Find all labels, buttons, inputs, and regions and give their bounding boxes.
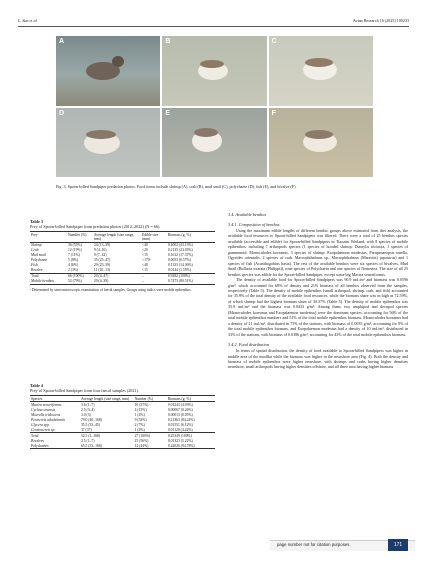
cell: 9 (33%)	[134, 417, 147, 422]
cell: Cyclina sinensis	[31, 407, 56, 412]
cell: <40	[141, 263, 148, 268]
photo-label: C	[271, 38, 277, 45]
cell: 20 (4–39)	[93, 279, 109, 284]
photo-a	[56, 36, 160, 106]
figure-caption: Fig. 3. Spoon-billed Sandpiper predation photos. Food items include shrimp (A), crab (B), mud snail (C), polychaete (D), fish (E), and bivalve (F).	[56, 184, 297, 189]
cell: 5 (8%)	[68, 258, 79, 263]
bird-shape	[86, 130, 116, 139]
table-4-caption	[30, 383, 215, 393]
cell: 2 (7%)	[134, 422, 145, 427]
cell: Polychaete	[31, 258, 48, 263]
cell: 0.25349 (100%)	[167, 433, 192, 438]
cell: 12 (19%)	[68, 248, 82, 253]
bird-shape	[112, 56, 124, 67]
running-header-right: Avian Research 16 (2025) 100233	[352, 18, 409, 23]
cell: 9 (4–16)	[93, 248, 107, 253]
cell: 0.01243 (4.93%)	[167, 402, 193, 407]
cell: 0.01323 (5.22%)	[167, 438, 193, 443]
cell: Total	[31, 274, 39, 279]
cell: <15	[141, 268, 148, 273]
photo-label: A	[59, 38, 65, 45]
cell: Bivalves	[31, 438, 44, 443]
column-header: Edible size (mm)	[141, 232, 159, 242]
cell: 3.5 (1–7)	[80, 438, 95, 443]
cell: 3.0 (3)	[80, 412, 91, 417]
cell: 35 (25–47)	[93, 258, 111, 263]
cell: 29 (23–39)	[93, 263, 111, 268]
cell: 10 (37%)	[134, 402, 149, 407]
cell: 0.24026 (94.78%)	[167, 443, 195, 448]
cell: 36 (55%)	[68, 243, 82, 248]
table-title: Prey of Spoon-billed Sandpiper from predation photos (2012–2022) (N = 66).	[30, 224, 161, 230]
cell: 52 (79%)	[68, 279, 82, 284]
cell: 24 (13–39)	[93, 243, 111, 248]
cell: –	[141, 274, 144, 279]
cell: 15 (56%)	[134, 438, 149, 443]
photo-label: B	[165, 38, 171, 45]
cell: 66 (100%)	[68, 274, 84, 279]
header-rule	[18, 26, 409, 27]
column-header: Average length (size range, mm)	[93, 232, 135, 242]
cell: 0.1333 (14.36%)	[167, 263, 193, 268]
page-number: 171	[388, 539, 408, 551]
paragraph: The density of available food for Spoon-billed Sandpipers was 90.9 ind./m² and biomass was 0.0596 g/m², which accounted for 68% of density and 21% biomass of all benthos observed from the samples, respectively (Table 5). The density of mobile epibenthos (small arthropod, shrimp, crab, and fish) accounted for 35.9% of the total density of the available food resources, while the biomass share was as high as 72.59%, of which shrimp had the highest biomass share of 30.37% (Table 5). The density of mobile epibenthos was 35.9 ind./m² and the biomass was 0.0433 g/m². Among them, two amphipod and decapod species (Monoculodes koreanus and Exopalaemon modestus) were the dominant species, accounting for 56% of the total mobile epibenthos numbers and 51% of the total mobile epibenthos biomass. Monoculodes koreanus had a density of 21 ind./m², distributed in 73% of the stations, with biomass of 0.0035 g/m², accounting for 9% of the total mobile epibenthos biomass, and Exopalaemon modestus had a density of 10 ind./m², distributed in 33% of the stations, with biomass of 0.0186 g/m², accounting for 43% of the total mobile epibenthos biomass.	[228, 277, 408, 337]
cell: 4 (6%)	[68, 263, 79, 268]
cell: Mud snail	[31, 253, 46, 258]
bird-shape	[305, 58, 333, 67]
cell: 20 (4–47)	[93, 274, 109, 279]
cell: 11 (10–13)	[93, 268, 111, 273]
cell: 0.2135 (23.03%)	[167, 248, 193, 253]
cell: 27 (100%)	[134, 433, 151, 438]
cell: 9 (7–12)	[93, 253, 107, 258]
cell: 1 (4%)	[134, 412, 145, 417]
figure-photo-grid	[56, 36, 373, 177]
photo-c	[269, 36, 373, 106]
column-header: Species	[31, 396, 43, 401]
cell: 0.00013 (0.05%)	[167, 412, 193, 417]
cell: <20	[141, 248, 148, 253]
cell: Ceratonereis sp.	[31, 427, 56, 432]
cell: Total	[31, 433, 39, 438]
cell: Perinereis aibuhitensis	[31, 417, 65, 422]
cell: <15	[141, 253, 148, 258]
photo-e	[162, 108, 266, 178]
cell: 0.0053 (0.57%)	[167, 258, 191, 263]
table-header-row	[30, 232, 215, 242]
cell: 12 (44%)	[134, 443, 149, 448]
cell: 65.5 (33–168)	[80, 443, 102, 448]
cell: 79.0 (40–168)	[80, 417, 102, 422]
column-header: Average length (size range, mm)	[80, 396, 130, 401]
cell: 1 (4%)	[134, 427, 145, 432]
table-row	[30, 443, 215, 449]
cell: 0.7473 (80.51%)	[167, 279, 193, 284]
cell: <40	[141, 243, 148, 248]
cell: Moerella iridescens	[31, 412, 61, 417]
cell: 2.5 (3–4)	[80, 407, 95, 412]
subsection-heading: 3.4.1. Composition of benthos	[228, 222, 280, 227]
cell: Crab	[31, 248, 39, 253]
table-3-block	[30, 219, 215, 292]
cell: Shrimp	[31, 243, 42, 248]
subsection-heading: 3.4.2. Food distribution	[228, 342, 269, 348]
cell: –	[141, 279, 144, 284]
cell: 7 (11%)	[68, 253, 80, 258]
cell: 0.01551 (6.12%)	[167, 422, 193, 427]
section-heading: 3.4. Available benthos	[228, 212, 267, 217]
cell: 35.5 (33–45)	[80, 422, 100, 427]
column-header: Biomass (g, %)	[167, 396, 191, 401]
column-header: Biomass (g, %)	[167, 232, 191, 237]
table-label: Table 3	[30, 219, 43, 224]
photo-d	[56, 108, 160, 178]
cell: 3.6 (1–7)	[80, 402, 95, 407]
paragraph: Using the maximum edible lengths of different benthic groups above estimated from diet analysis, the available food resources to Spoon-billed Sandpipers was filtered. There were a total of 25 benthos species available (accessible and edible) for Spoon-billed Sandpipers in Tiaozini Wetland, with 8 species of mobile epibenthos, including 7 arthropods species (1 species of hooded shrimp: Diastylis tricincta, 1 species of gammaroid: Monoculodes koreanus, 3 species of shrimp: Exopalaemon modestus, Parapenaeopsis tenella, Ogyrides orientalis, 2 species of crab: Macrophthalmus sp., Macrophthalmus (Mareotis) japonicus) and 1 species of fish (Acanthogobius hasta). The rest of the available benthos were six species of bivalves, Mud Snail (Bullacta exarata (Philippi)), nine species of Polychaeta and one species of Nemertea. The size of all 25 benthos species was edible for the Spoon-billed Sandpiper, except some big Mactra veneriformis.	[228, 228, 408, 277]
cell: 2 (3%)	[68, 268, 79, 273]
table-3	[30, 231, 215, 284]
photo-label: E	[165, 109, 170, 117]
cell: 0.01120 (4.42%)	[167, 427, 193, 432]
photo-label: F	[271, 109, 276, 117]
table-4	[30, 395, 215, 449]
cell: 4 (15%)	[134, 407, 147, 412]
bird-shape	[194, 128, 218, 137]
cell: 0.4002 (43.13%)	[167, 243, 193, 248]
cell: 0.0144 (1.55%)	[167, 268, 191, 273]
photo-b	[162, 36, 266, 106]
column-header: Number (%)	[68, 232, 87, 237]
column-header: Prey	[31, 232, 38, 237]
cell: Glycera spp.	[31, 422, 50, 427]
running-header-left: L. Sun et al.	[18, 18, 38, 23]
right-column	[228, 212, 408, 370]
cell: <170ᵃ	[141, 258, 151, 263]
cell: Fish	[31, 263, 38, 268]
table-4-block	[30, 383, 215, 449]
cell: 0.1612 (17.37%)	[167, 253, 193, 258]
photo-f	[269, 108, 373, 178]
cell: 32.5 (1–168)	[80, 433, 100, 438]
bird-shape	[305, 130, 333, 139]
column-header: Number (%)	[134, 396, 154, 401]
table-3-caption	[30, 219, 215, 229]
table-label: Table 4	[30, 383, 43, 388]
table-title: Prey of Spoon-billed Sandpiper from four faecal samples (2021).	[30, 388, 139, 394]
cell: 0.00067 (0.26%)	[167, 407, 193, 412]
paragraph: In terms of spatial distribution, the density of food available to Spoon-billed Sandpipers was higher in middle area of the mudflat while the biomass was higher in the nearshore area (Fig. 4). Both the density and biomass of mobile epibenthos were higher nearshore, with shrimps and crabs having higher densities nearshore, small arthropods having higher densities offshore, and all three taxa having higher biomass	[228, 348, 408, 370]
cell: 0.21363 (84.24%)	[167, 417, 195, 422]
table-footnote: ᵃ Determined by stereomicroscopic examination of faecal samples. Groups using italics were mobile epibenthos.	[30, 287, 192, 292]
table-row	[30, 279, 215, 285]
cell: Mactra veneriformis	[31, 402, 62, 407]
cell: 0.9282 (100%)	[167, 274, 190, 279]
cell: Mobile benthos	[31, 279, 54, 284]
cell: Polychaetes	[31, 443, 49, 448]
cell: Bivalve	[31, 268, 43, 273]
photo-label: D	[59, 109, 65, 117]
cell: 37 (37)	[80, 427, 92, 432]
footer-note: page number not for citation purposes	[277, 542, 350, 547]
